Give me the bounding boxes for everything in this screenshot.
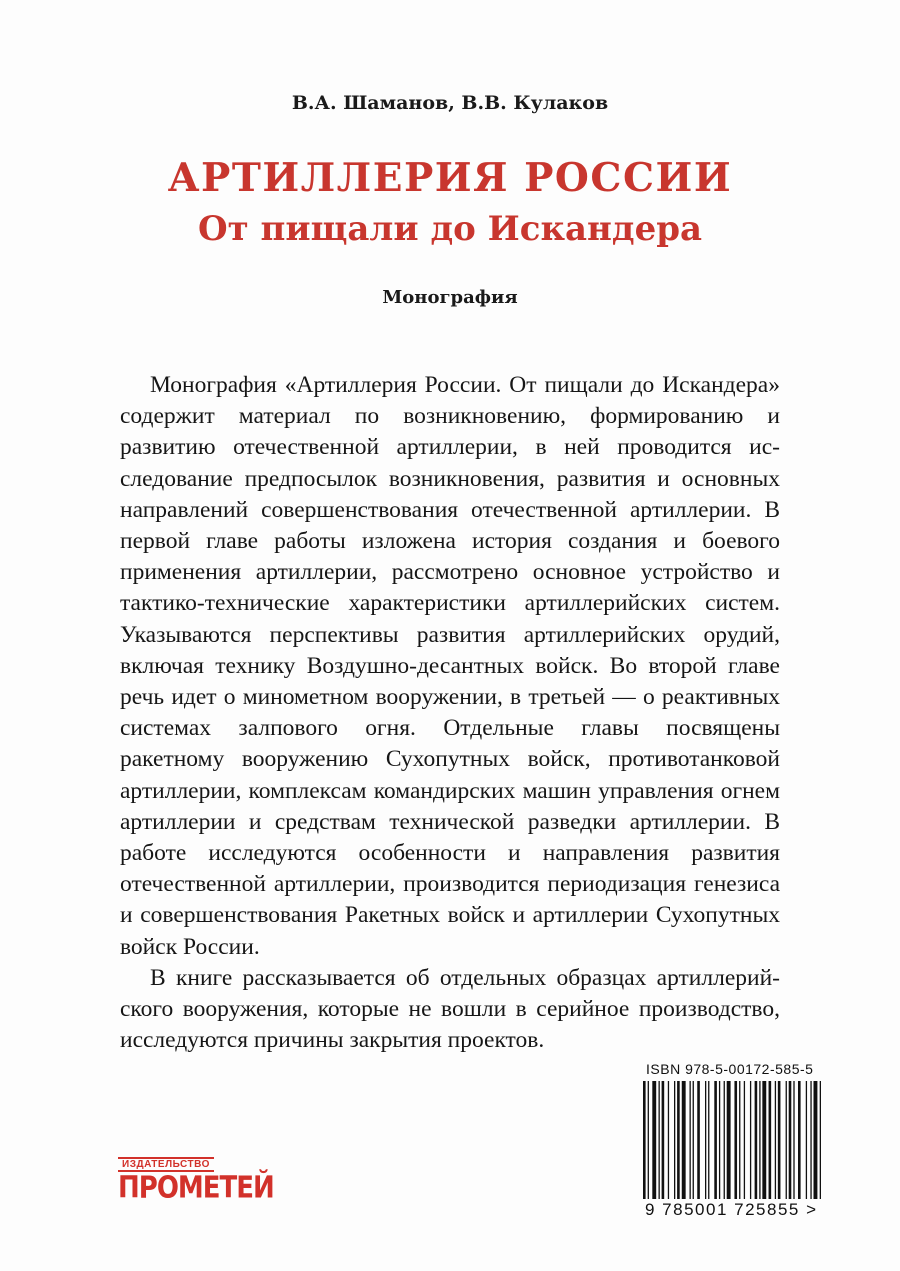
barcode-bar (810, 1081, 811, 1199)
barcode-bar (662, 1081, 665, 1199)
barcode-bar (652, 1081, 656, 1199)
barcode-bar (778, 1081, 781, 1199)
barcode-bar (674, 1081, 675, 1199)
barcode-bar (775, 1081, 776, 1199)
publisher-logo: ПРОМЕТЕЙ (118, 1171, 274, 1206)
barcode-bar (769, 1081, 772, 1199)
barcode-bar (690, 1081, 691, 1199)
barcode-bar (750, 1081, 751, 1199)
barcode-bar (677, 1081, 680, 1199)
description-paragraph: Монография «Артиллерия России. От пищали до Искандера» содержит материал по возникновению, формированию и развитию отечественной артиллерии, в ней проводится исследование предпосылок возникновения, развития и основных направлений совершенствования отечественной артиллерии. В первой главе работы изложена история создания и боевого применения артиллерии, рассмотрено основное устройство и тактико-технические характеристики артиллерийских систем. Указываются перспективы развития артиллерийских орудий, включая технику Воздушно-десантных войск. Во второй главе речь идет о минометном вооружении, в третьей — о реактивных системах залпового огня. Отдельные главы посвящены ракетному вооружению Сухопутных войск, противотанковой артиллерии, комплексам командирских машин управления огнем артиллерии и средствам технической разведки артиллерии. В работе исследуются особенности и направления развития отечественной артиллерии, производится периодизация генезиса и совершенствования Ракетных войск и артиллерии Сухопутных войск России. (120, 372, 780, 960)
barcode-bar (693, 1081, 694, 1199)
isbn-label: ISBN 978-5-00172-585-5 (646, 1061, 814, 1077)
barcode-bar (820, 1081, 821, 1199)
barcode-bar (643, 1081, 646, 1199)
authors: В.А. Шаманов, В.В. Кулаков (291, 92, 609, 114)
description (120, 370, 780, 1056)
barcode-bar (806, 1081, 807, 1199)
barcode-bar (744, 1081, 745, 1199)
barcode-bar (793, 1081, 794, 1199)
barcode-bar (739, 1081, 740, 1199)
barcode (641, 1081, 871, 1199)
barcode-bar (682, 1081, 686, 1199)
book-subtitle: От пищали до Искандера (197, 209, 703, 249)
barcode-bar (648, 1081, 649, 1199)
barcode-bar (798, 1081, 801, 1199)
book-title: АРТИЛЛЕРИЯ РОССИИ (167, 155, 733, 201)
barcode-bar (697, 1081, 700, 1199)
barcode-bar (705, 1081, 706, 1199)
publisher-logo-top: ИЗДАТЕЛЬСТВО (118, 1157, 214, 1172)
barcode-bar (727, 1081, 731, 1199)
barcode-bar (786, 1081, 787, 1199)
barcode-bar (755, 1081, 758, 1199)
description-paragraph: В книге рассказывается об отдельных образцах артиллерийского вооружения, которые не вошли в серийное производство, исследуются причины закрытия проектов. (120, 964, 780, 1054)
barcode-bar (659, 1081, 660, 1199)
barcode-bar (814, 1081, 818, 1199)
barcode-bar (668, 1081, 669, 1199)
barcode-bar (789, 1081, 792, 1199)
barcode-bar (724, 1081, 725, 1199)
barcode-bar (759, 1081, 760, 1199)
barcode-bar (719, 1081, 720, 1199)
barcode-bar (708, 1081, 709, 1199)
barcode-bar (714, 1081, 717, 1199)
barcode-bar (734, 1081, 737, 1199)
barcode-bar (762, 1081, 766, 1199)
genre-label: Монография (382, 287, 518, 308)
barcode-digits: 9 785001 725855 > (645, 1200, 818, 1219)
